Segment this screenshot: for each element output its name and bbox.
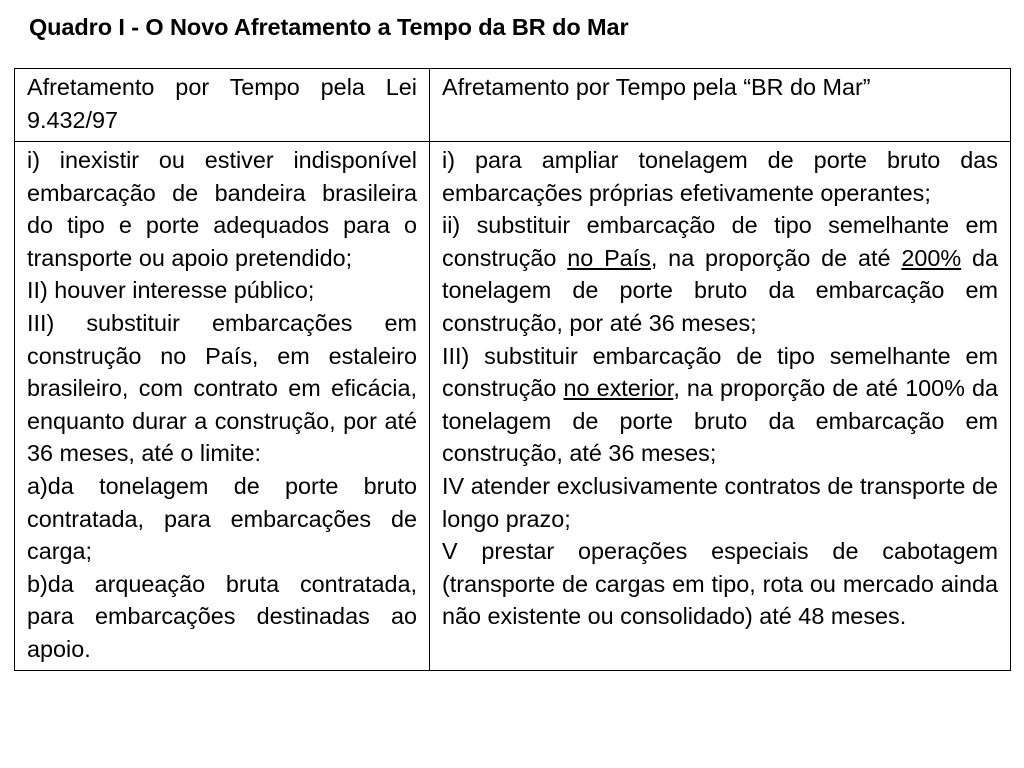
body-cell-lei-9432 bbox=[15, 142, 430, 671]
header-cell-br-do-mar: Afretamento por Tempo pela “BR do Mar” bbox=[430, 69, 1011, 142]
right-item-iii-underline-exterior: no exterior bbox=[563, 375, 674, 402]
comparison-table bbox=[14, 68, 1011, 671]
left-item-iii: III) substituir embarcações em construção no País, em estaleiro brasileiro, com contrato em eficácia, enquanto durar a construção, por até 36 meses, até o limite: bbox=[27, 309, 417, 467]
table-body-row bbox=[15, 142, 1011, 671]
right-item-ii bbox=[442, 209, 998, 339]
table-header-row bbox=[15, 69, 1011, 142]
left-item-b: b)da arqueação bruta contratada, para embarcações destinadas ao apoio. bbox=[27, 570, 417, 662]
right-item-iv: IV atender exclusivamente contratos de transporte de longo prazo; bbox=[442, 472, 998, 532]
header-cell-lei-9432: Afretamento por Tempo pela Lei 9.432/97 bbox=[15, 69, 430, 142]
right-item-iii bbox=[442, 340, 998, 470]
right-item-v: V prestar operações especiais de cabotagem (transporte de cargas em tipo, rota ou mercado ainda não existente ou consolidado) até 48 meses. bbox=[442, 538, 998, 630]
document-title: Quadro I - O Novo Afretamento a Tempo da BR do Mar bbox=[29, 14, 629, 40]
left-item-ii: II) houver interesse público; bbox=[27, 277, 315, 304]
right-item-ii-text-after: da tonelagem de porte bruto da embarcação em construção, por até 36 meses; bbox=[442, 244, 998, 336]
right-item-iii-text-before: III) substituir embarcação de tipo semelhante em construção bbox=[442, 342, 998, 402]
left-item-i: i) inexistir ou estiver indisponível embarcação de bandeira brasileira do tipo e porte adequados para o transporte ou apoio pretendido; bbox=[27, 147, 417, 271]
right-item-ii-text-middle: , na proporção de até bbox=[650, 244, 902, 271]
right-item-ii-underline-200: 200% bbox=[901, 244, 962, 271]
left-item-a: a)da tonelagem de porte bruto contratada, para embarcações de carga; bbox=[27, 472, 417, 565]
right-item-i: i) para ampliar tonelagem de porte bruto das embarcações próprias efetivamente operantes; bbox=[442, 147, 998, 206]
right-item-iii-text-after: , na proporção de até 100% da tonelagem de porte bruto da embarcação em construção, até 36 meses; bbox=[442, 375, 998, 467]
right-item-ii-underline-pais: no País bbox=[567, 244, 651, 271]
body-cell-br-do-mar bbox=[430, 142, 1011, 671]
right-item-ii-text-before: ii) substituir embarcação de tipo semelhante em construção bbox=[442, 212, 998, 271]
